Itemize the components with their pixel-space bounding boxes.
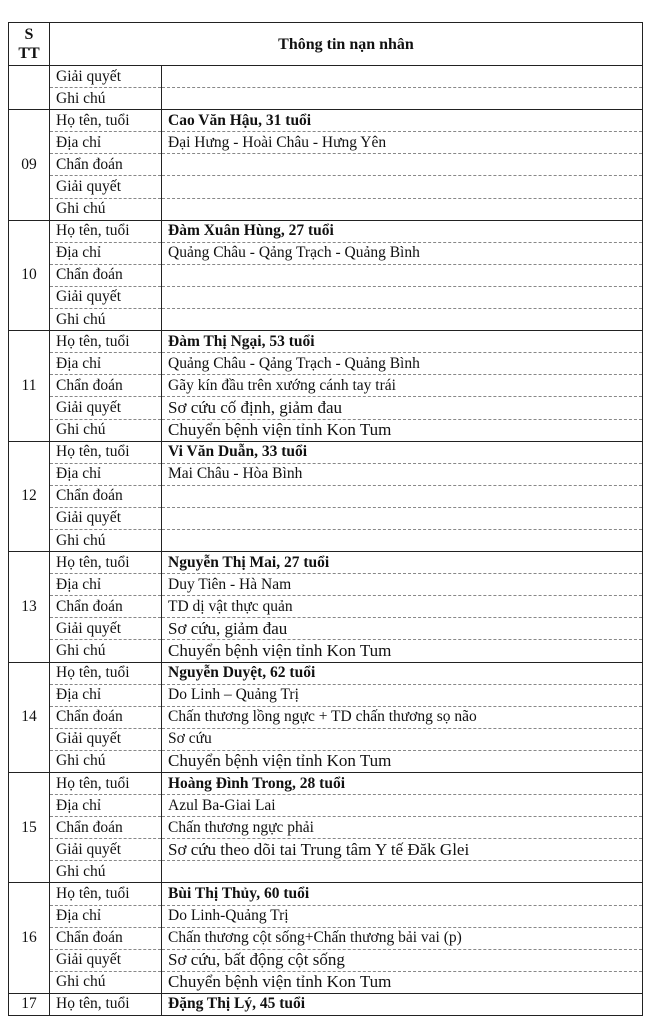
table-row [9, 441, 643, 463]
stt-cell [9, 66, 50, 110]
field-label: Ghi chú [50, 861, 162, 883]
victim-name: Nguyễn Duyệt, 62 tuổi [162, 662, 643, 684]
field-value: Chuyển bệnh viện tỉnh Kon Tum [162, 419, 643, 441]
field-value [162, 485, 643, 507]
field-label: Địa chỉ [50, 905, 162, 927]
field-label: Chẩn đoán [50, 927, 162, 949]
table-row [9, 66, 643, 88]
table-row [9, 750, 643, 772]
field-label: Họ tên, tuổi [50, 993, 162, 1015]
field-label: Địa chỉ [50, 132, 162, 154]
field-label: Chẩn đoán [50, 596, 162, 618]
field-label: Ghi chú [50, 640, 162, 662]
table-header-row [9, 23, 643, 66]
victim-name: Cao Văn Hậu, 31 tuổi [162, 110, 643, 132]
table-row [9, 264, 643, 286]
table-row [9, 242, 643, 264]
table-row [9, 353, 643, 375]
stt-cell: 14 [9, 662, 50, 772]
field-label: Địa chỉ [50, 684, 162, 706]
table-row [9, 817, 643, 839]
table-row [9, 198, 643, 220]
table-row [9, 375, 643, 397]
field-label: Ghi chú [50, 198, 162, 220]
field-value: Do Linh – Quảng Trị [162, 684, 643, 706]
field-value [162, 88, 643, 110]
stt-cell: 15 [9, 773, 50, 883]
table-row [9, 132, 643, 154]
stt-header-line2: TT [18, 45, 40, 62]
table-row [9, 596, 643, 618]
table-row [9, 110, 643, 132]
table-row [9, 574, 643, 596]
table-row [9, 463, 643, 485]
field-label: Chẩn đoán [50, 264, 162, 286]
victim-name: Nguyễn Thị Mai, 27 tuổi [162, 552, 643, 574]
field-value: Mai Châu - Hòa Bình [162, 463, 643, 485]
field-label: Họ tên, tuổi [50, 552, 162, 574]
field-label: Giải quyết [50, 949, 162, 971]
field-value [162, 309, 643, 331]
field-value [162, 264, 643, 286]
table-row [9, 552, 643, 574]
field-value: Quảng Châu - Qảng Trạch - Quảng Bình [162, 242, 643, 264]
table-row [9, 927, 643, 949]
field-label: Ghi chú [50, 529, 162, 551]
field-label: Họ tên, tuổi [50, 441, 162, 463]
field-label: Chẩn đoán [50, 154, 162, 176]
field-label: Họ tên, tuổi [50, 110, 162, 132]
field-label: Giải quyết [50, 286, 162, 308]
field-value: Chấn thương cột sống+Chấn thương bải vai (p) [162, 927, 643, 949]
table-row [9, 949, 643, 971]
field-value [162, 507, 643, 529]
table-row [9, 331, 643, 353]
field-label: Họ tên, tuổi [50, 331, 162, 353]
field-label: Họ tên, tuổi [50, 773, 162, 795]
field-label: Giải quyết [50, 176, 162, 198]
table-row [9, 684, 643, 706]
field-value: Duy Tiên - Hà Nam [162, 574, 643, 596]
table-row [9, 485, 643, 507]
field-value [162, 154, 643, 176]
field-label: Chẩn đoán [50, 485, 162, 507]
field-label: Giải quyết [50, 397, 162, 419]
victim-name: Bùi Thị Thủy, 60 tuổi [162, 883, 643, 905]
stt-cell: 12 [9, 441, 50, 551]
field-label: Chẩn đoán [50, 375, 162, 397]
table-row [9, 220, 643, 242]
field-label: Chẩn đoán [50, 706, 162, 728]
table-row [9, 728, 643, 750]
field-label: Địa chỉ [50, 795, 162, 817]
table-row [9, 861, 643, 883]
table-row [9, 88, 643, 110]
field-value [162, 176, 643, 198]
field-label: Địa chỉ [50, 242, 162, 264]
field-value: Gãy kín đầu trên xướng cánh tay trái [162, 375, 643, 397]
field-label: Ghi chú [50, 88, 162, 110]
field-label: Giải quyết [50, 66, 162, 88]
table-row [9, 286, 643, 308]
table-row [9, 618, 643, 640]
field-label: Giải quyết [50, 618, 162, 640]
field-value [162, 286, 643, 308]
table-row [9, 839, 643, 861]
field-value: Azul Ba-Giai Lai [162, 795, 643, 817]
field-label: Địa chỉ [50, 574, 162, 596]
table-row [9, 640, 643, 662]
table-row [9, 795, 643, 817]
field-label: Họ tên, tuổi [50, 662, 162, 684]
table-row [9, 419, 643, 441]
table-row [9, 397, 643, 419]
table-row [9, 154, 643, 176]
table-row [9, 507, 643, 529]
victim-name: Đàm Xuân Hùng, 27 tuổi [162, 220, 643, 242]
stt-cell: 10 [9, 220, 50, 330]
field-value [162, 529, 643, 551]
field-label: Ghi chú [50, 750, 162, 772]
table-row [9, 993, 643, 1015]
field-label: Chẩn đoán [50, 817, 162, 839]
field-value: Sơ cứu theo dõi tai Trung tâm Y tế Đăk Glei [162, 839, 643, 861]
table-row [9, 662, 643, 684]
table-row [9, 309, 643, 331]
stt-cell: 13 [9, 552, 50, 662]
field-value: Chấn thương ngực phải [162, 817, 643, 839]
field-value: Đại Hưng - Hoài Châu - Hưng Yên [162, 132, 643, 154]
victim-name: Hoàng Đình Trong, 28 tuổi [162, 773, 643, 795]
field-value: Do Linh-Quảng Trị [162, 905, 643, 927]
table-row [9, 905, 643, 927]
victim-name: Vi Văn Duẫn, 33 tuổi [162, 441, 643, 463]
stt-cell: 17 [9, 993, 50, 1015]
table-row [9, 773, 643, 795]
field-value: Chấn thương lồng ngực + TD chấn thương sọ não [162, 706, 643, 728]
field-value [162, 66, 643, 88]
field-label: Giải quyết [50, 728, 162, 750]
stt-header-line1: S [24, 26, 34, 43]
field-label: Địa chỉ [50, 463, 162, 485]
field-value: Sơ cứu, giảm đau [162, 618, 643, 640]
table-row [9, 883, 643, 905]
field-value: Quảng Châu - Qảng Trạch - Quảng Bình [162, 353, 643, 375]
victim-name: Đặng Thị Lý, 45 tuổi [162, 993, 643, 1015]
field-value: Chuyển bệnh viện tỉnh Kon Tum [162, 640, 643, 662]
table-row [9, 971, 643, 993]
table-row [9, 706, 643, 728]
victims-table [8, 22, 643, 1016]
field-label: Họ tên, tuổi [50, 883, 162, 905]
field-value: TD dị vật thực quản [162, 596, 643, 618]
stt-cell: 09 [9, 110, 50, 220]
field-value: Sơ cứu, bất động cột sống [162, 949, 643, 971]
field-label: Ghi chú [50, 309, 162, 331]
field-label: Ghi chú [50, 419, 162, 441]
info-header: Thông tin nạn nhân [50, 23, 643, 66]
stt-cell: 11 [9, 331, 50, 441]
field-value [162, 861, 643, 883]
field-value: Chuyển bệnh viện tỉnh Kon Tum [162, 750, 643, 772]
field-value [162, 198, 643, 220]
field-label: Ghi chú [50, 971, 162, 993]
field-value: Chuyển bệnh viện tỉnh Kon Tum [162, 971, 643, 993]
field-label: Địa chỉ [50, 353, 162, 375]
field-label: Giải quyết [50, 507, 162, 529]
table-row [9, 529, 643, 551]
field-value: Sơ cứu [162, 728, 643, 750]
stt-cell: 16 [9, 883, 50, 993]
field-label: Giải quyết [50, 839, 162, 861]
stt-header [9, 23, 50, 66]
table-row [9, 176, 643, 198]
victim-name: Đàm Thị Ngại, 53 tuổi [162, 331, 643, 353]
field-value: Sơ cứu cố định, giảm đau [162, 397, 643, 419]
field-label: Họ tên, tuổi [50, 220, 162, 242]
